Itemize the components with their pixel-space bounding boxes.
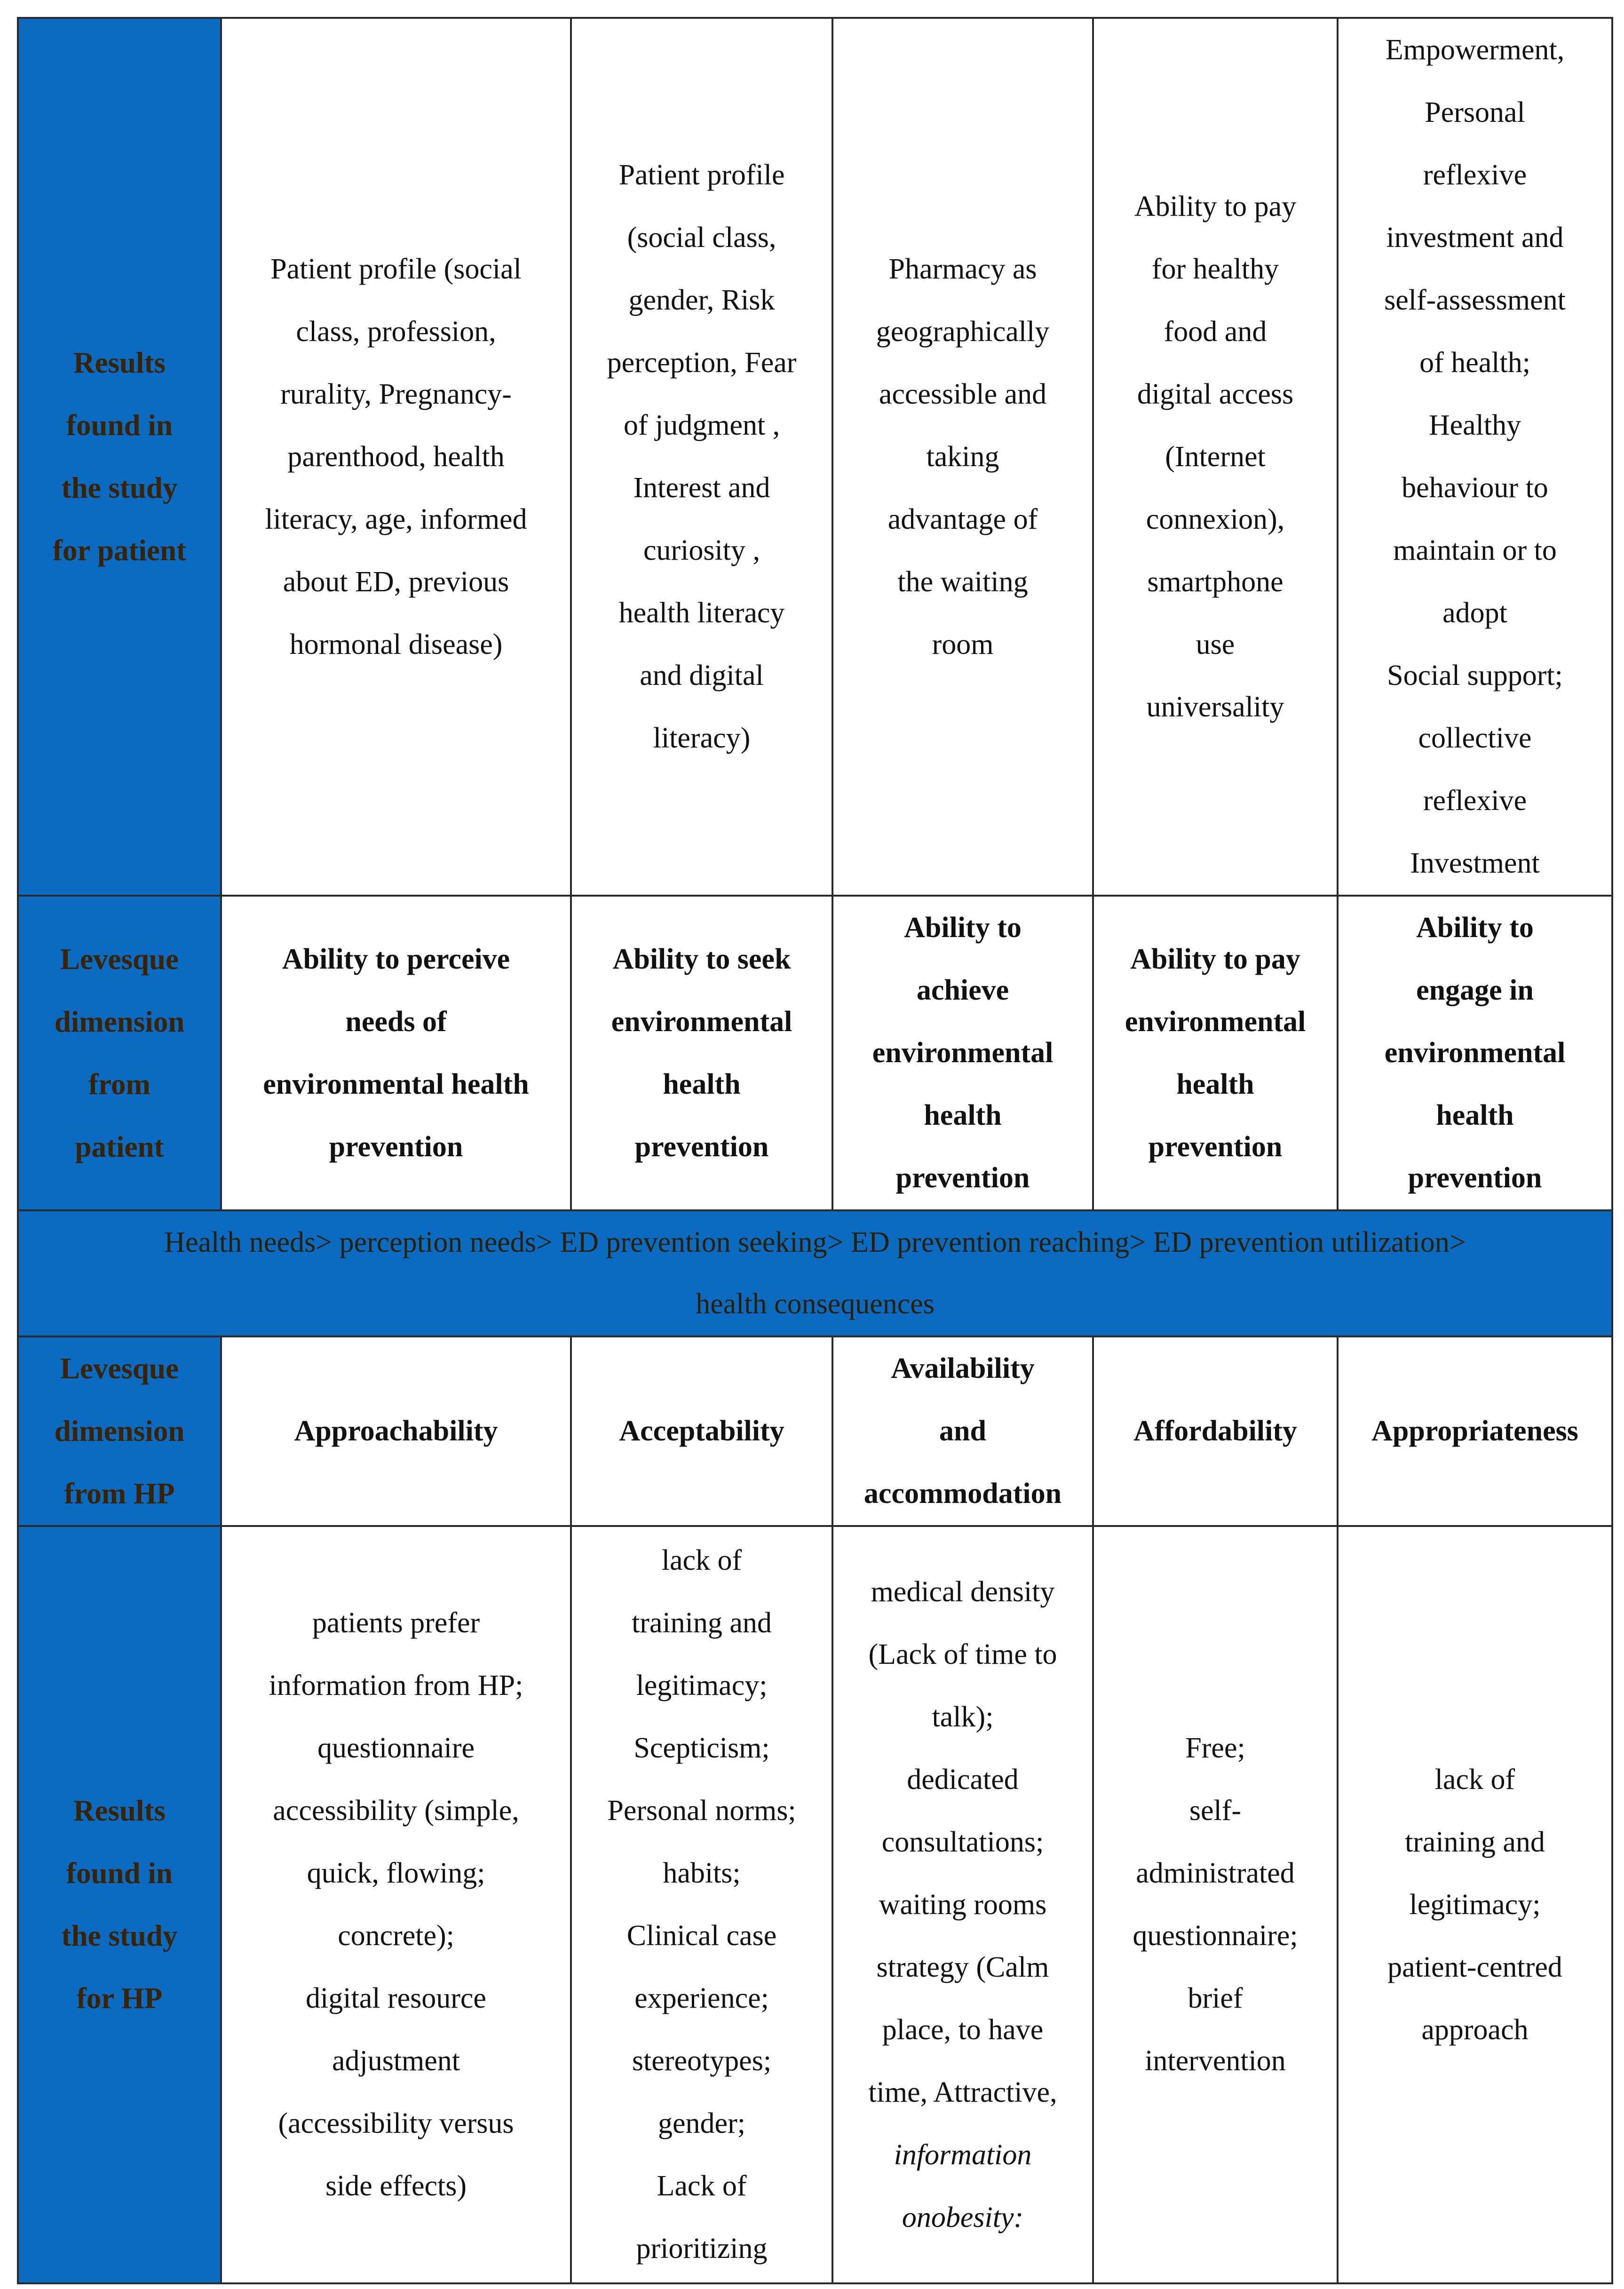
cell-hp-appropriateness: lack of training and legitimacy; patient-centred approach	[1338, 1526, 1612, 2283]
dimension-perceive: Ability to perceive needs of environmental health prevention	[221, 896, 571, 1210]
pathway-band: Health needs> perception needs> ED prevention seeking> ED prevention reaching> ED prevention utilization> health consequences	[18, 1210, 1612, 1336]
header-levesque-patient: Levesque dimension from patient	[18, 896, 221, 1210]
dimension-seek: Ability to seek environmental health prevention	[571, 896, 832, 1210]
row-hp-dimension	[18, 1336, 1612, 1526]
cell-hp-availability: medical density (Lack of time to talk); dedicated consultations; waiting rooms strategy (Calm place, to have time, Attractive, information onobesity:	[832, 1526, 1093, 2283]
cell-patient-availability: Pharmacy as geographically accessible and taking advantage of the waiting room	[832, 18, 1093, 896]
cell-hp-acceptability: lack of training and legitimacy; Scepticism; Personal norms; habits; Clinical case experience; stereotypes; gender; Lack of prioritizing	[571, 1526, 832, 2283]
cell-hp-approachability: patients prefer information from HP; questionnaire accessibility (simple, quick, flowing; concrete); digital resource adjustment (accessibility versus side effects)	[221, 1526, 571, 2283]
header-results-patient: Results found in the study for patient	[18, 18, 221, 896]
row-patient-dimension	[18, 896, 1612, 1210]
row-pathway-band	[18, 1210, 1612, 1336]
row-patient-results	[18, 18, 1612, 896]
header-levesque-hp: Levesque dimension from HP	[18, 1336, 221, 1526]
dimension-affordability: Affordability	[1093, 1336, 1338, 1526]
cell-hp-affordability: Free; self- administrated questionnaire; brief intervention	[1093, 1526, 1338, 2283]
cell-patient-appropriateness: Empowerment, Personal reflexive investment and self-assessment of health; Healthy behaviour to maintain or to adopt Social support; collective reflexive Investment	[1338, 18, 1612, 896]
dimension-availability: Availability and accommodation	[832, 1336, 1093, 1526]
header-results-hp: Results found in the study for HP	[18, 1526, 221, 2283]
dimension-pay: Ability to pay environmental health prevention	[1093, 896, 1338, 1210]
row-hp-results	[18, 1526, 1612, 2283]
dimension-appropriateness: Appropriateness	[1338, 1336, 1612, 1526]
dimension-achieve: Ability to achieve environmental health prevention	[832, 896, 1093, 1210]
cell-patient-approachability: Patient profile (social class, profession, rurality, Pregnancy- parenthood, health literacy, age, informed about ED, previous hormonal disease)	[221, 18, 571, 896]
dimension-acceptability: Acceptability	[571, 1336, 832, 1526]
cell-patient-affordability: Ability to pay for healthy food and digital access (Internet connexion), smartphone use universality	[1093, 18, 1338, 896]
dimension-engage: Ability to engage in environmental health prevention	[1338, 896, 1612, 1210]
dimension-approachability: Approachability	[221, 1336, 571, 1526]
cell-patient-acceptability: Patient profile (social class, gender, Risk perception, Fear of judgment , Interest and curiosity , health literacy and digital literacy)	[571, 18, 832, 896]
access-framework-table	[17, 17, 1613, 2284]
